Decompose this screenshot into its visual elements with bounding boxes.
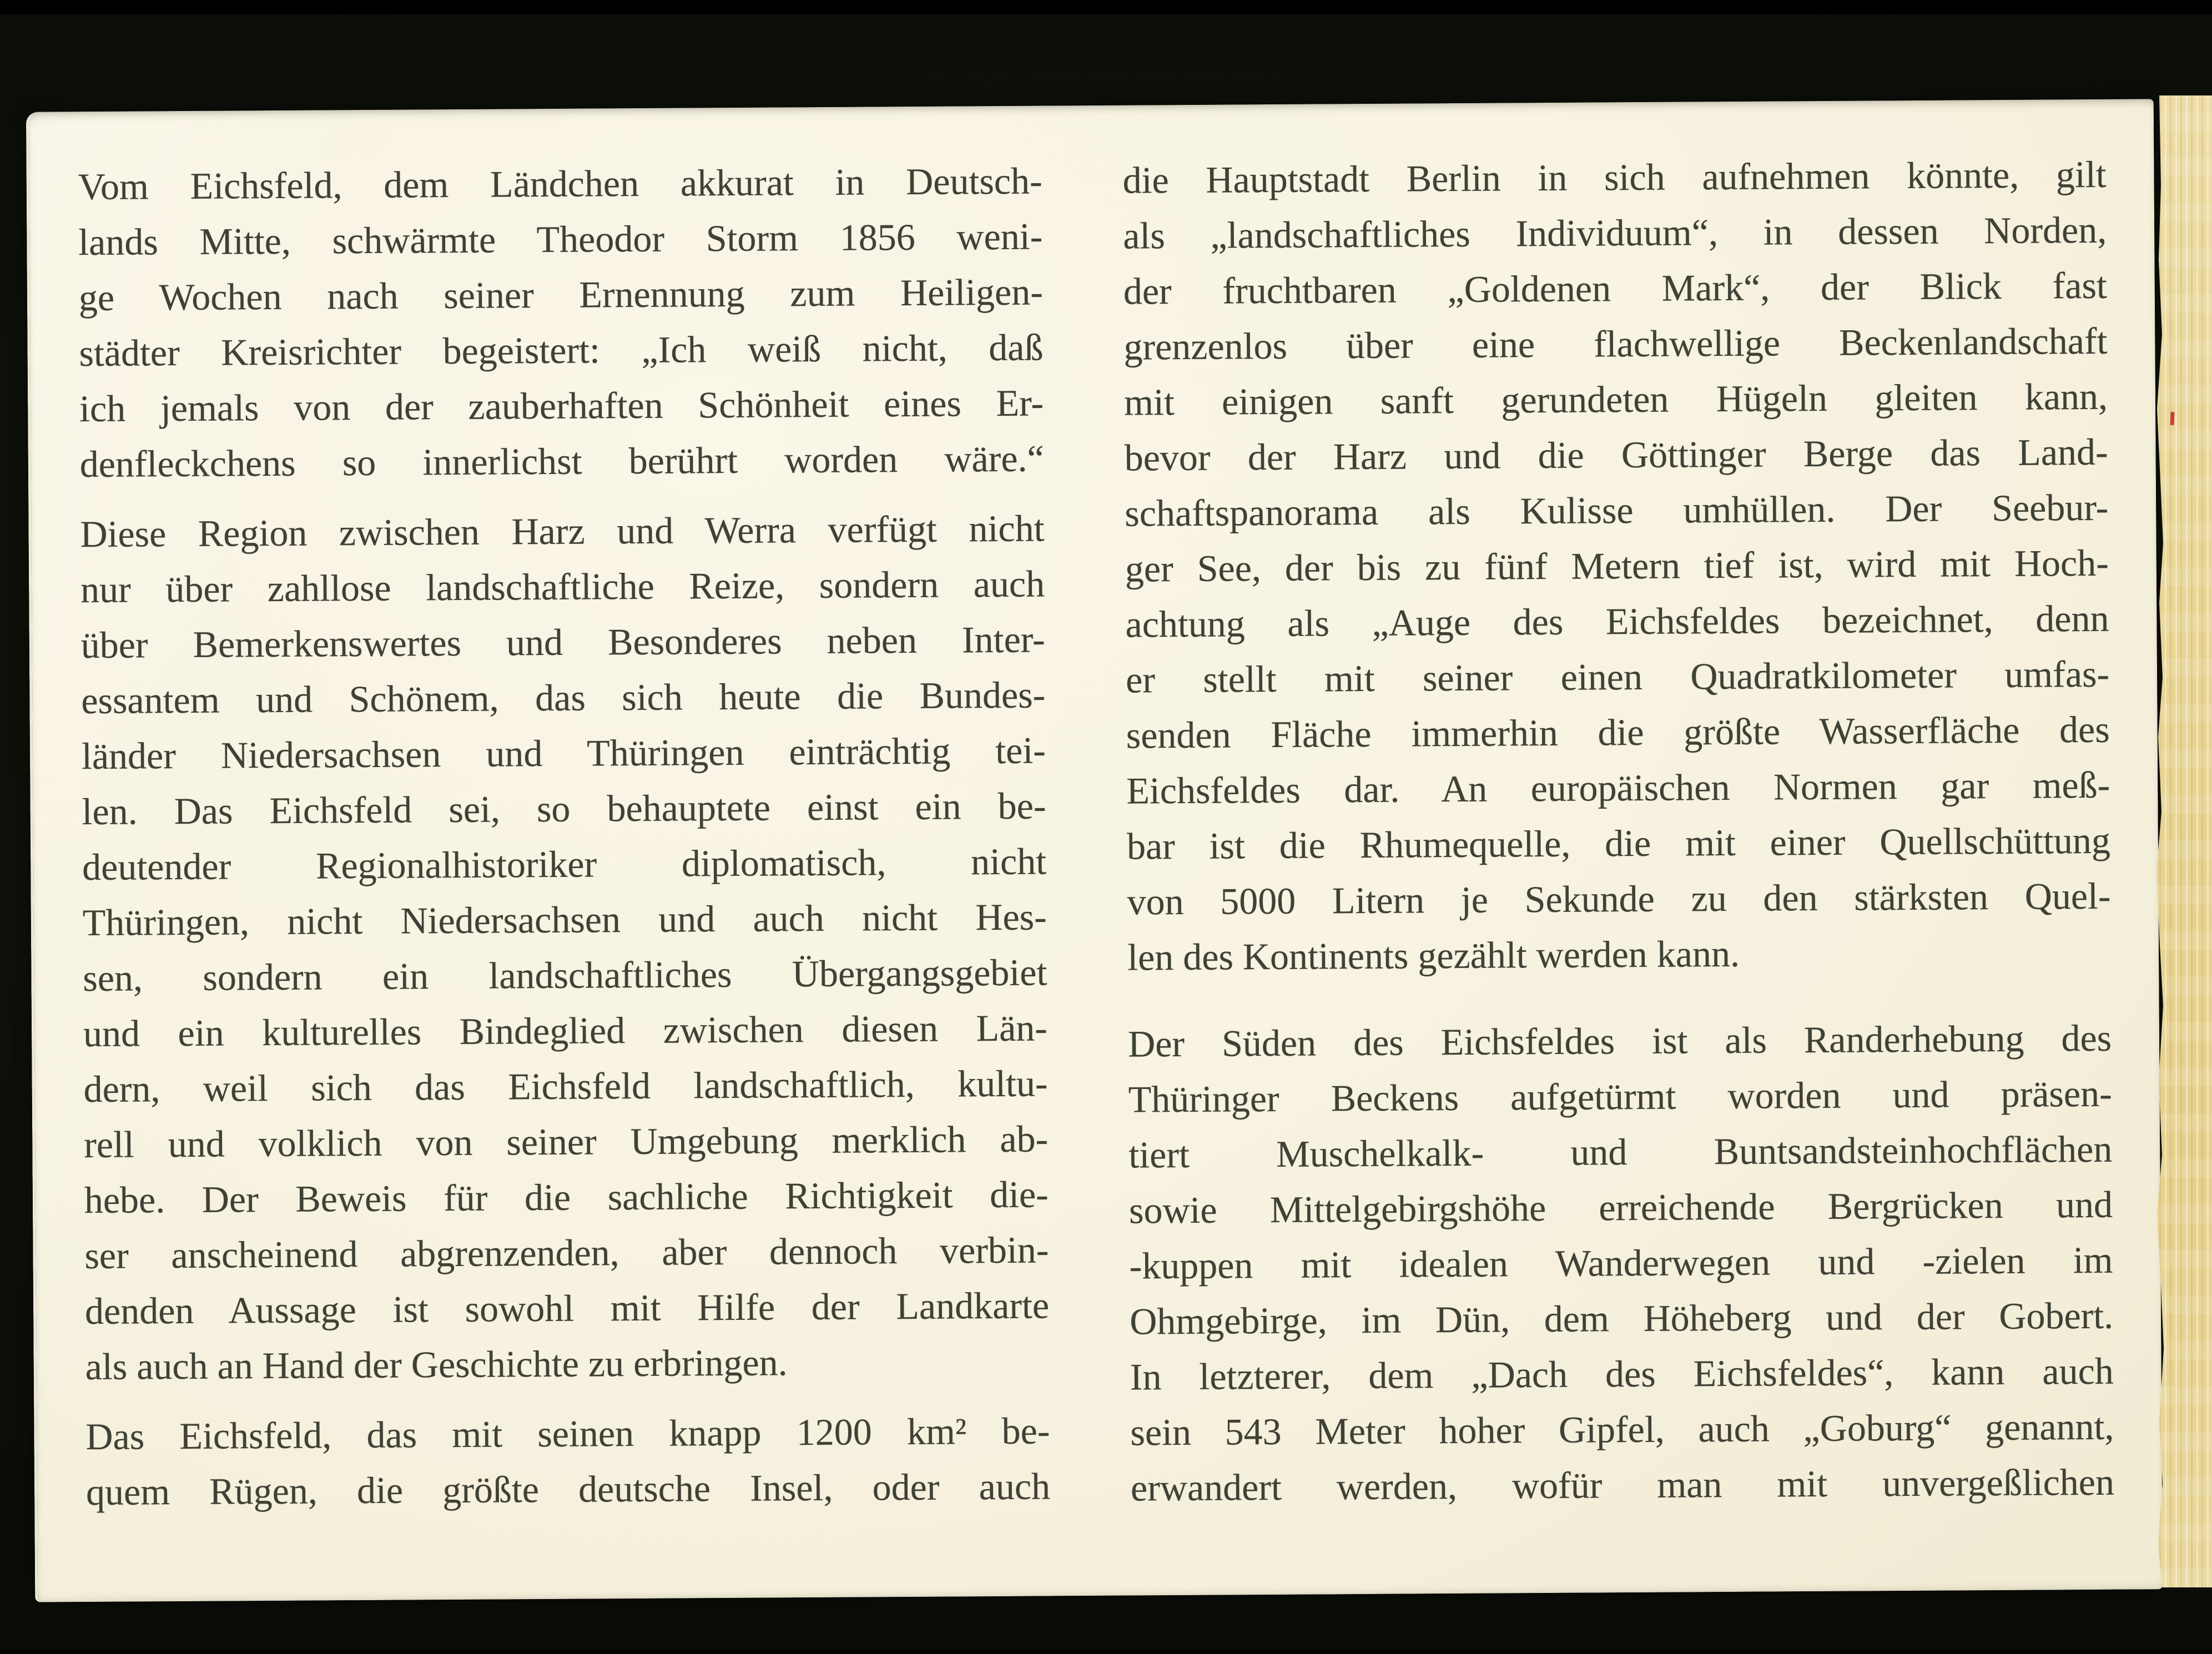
text-line: Vom Eichsfeld, dem Ländchen akkurat in Deutsch- xyxy=(78,159,1042,208)
text-line: essantem und Schönem, das sich heute die Bundes- xyxy=(81,673,1046,722)
text-line: bar ist die Rhumequelle, die mit einer Quellschüttung xyxy=(1126,819,2111,868)
paragraph xyxy=(1128,1010,2114,1516)
text-line: länder Niedersachsen und Thüringen einträchtig tei- xyxy=(81,729,1046,778)
text-line: erwandert werden, wofür man mit unvergeßlichen xyxy=(1130,1460,2115,1509)
text-line: die Hauptstadt Berlin in sich aufnehmen könnte, gilt xyxy=(1122,153,2107,201)
text-column-left xyxy=(78,153,1050,1520)
text-line: ge Wochen nach seiner Ernennung zum Heiligen- xyxy=(78,270,1044,319)
text-line: dern, weil sich das Eichsfeld landschaftlich, kultu- xyxy=(83,1062,1048,1111)
text-line: denfleckchens so innerlichst berührt worden wäre.“ xyxy=(79,437,1044,486)
paragraph xyxy=(80,501,1050,1395)
paragraph xyxy=(85,1403,1050,1520)
book-fore-edge-pages xyxy=(2154,95,2212,1587)
text-line: ger See, der bis zu fünf Metern tief ist, wird mit Hoch- xyxy=(1125,541,2109,590)
text-line: als „landschaftliches Individuum“, in dessen Norden, xyxy=(1123,208,2107,257)
book-page xyxy=(26,99,2163,1602)
text-line: quem Rügen, die größte deutsche Insel, oder auch xyxy=(85,1465,1051,1514)
text-line: Diese Region zwischen Harz und Werra verfügt nicht xyxy=(80,507,1045,556)
text-line: rell und volklich von seiner Umgebung merklich ab- xyxy=(83,1117,1049,1166)
text-line: denden Aussage ist sowohl mit Hilfe der Landkarte xyxy=(84,1284,1050,1333)
text-line: Thüringen, nicht Niedersachsen und auch nicht Hes- xyxy=(82,895,1047,944)
red-ink-fleck xyxy=(2170,412,2175,425)
text-line: sen, sondern ein landschaftliches Übergangsgebiet xyxy=(83,951,1047,1000)
text-line: hebe. Der Beweis für die sachliche Richtigkeit die- xyxy=(84,1173,1049,1222)
text-line: Der Süden des Eichsfeldes ist als Randerhebung des xyxy=(1127,1016,2112,1065)
text-line: Das Eichsfeld, das mit seinen knapp 1200 km² be- xyxy=(85,1409,1050,1458)
text-line: nur über zahllose landschaftliche Reize, sondern auch xyxy=(80,562,1045,611)
text-line: len. Das Eichsfeld sei, so behauptete einst ein be- xyxy=(82,784,1046,833)
text-line: über Bemerkenswertes und Besonderes neben Inter- xyxy=(80,618,1045,667)
text-line: ich jemals von der zauberhaften Schönheit eines Er- xyxy=(79,381,1044,430)
text-line: senden Fläche immerhin die größte Wasserfläche des xyxy=(1126,708,2110,757)
paragraph xyxy=(1122,147,2111,985)
text-line: achtung als „Auge des Eichsfeldes bezeichnet, denn xyxy=(1125,597,2109,646)
text-line: der fruchtbaren „Goldenen Mark“, der Blick fast xyxy=(1123,264,2108,312)
text-line: Ohmgebirge, im Dün, dem Höheberg und der Gobert. xyxy=(1129,1294,2114,1343)
text-line: städter Kreisrichter begeistert: „Ich weiß nicht, daß xyxy=(79,326,1044,375)
text-line: von 5000 Litern je Sekunde zu den stärksten Quel- xyxy=(1127,874,2111,923)
text-line: mit einigen sanft gerundeten Hügeln gleiten kann, xyxy=(1123,375,2108,423)
text-line: len des Kontinents gezählt werden kann. xyxy=(1127,932,1740,979)
text-line: tiert Muschelkalk- und Buntsandsteinhochflächen xyxy=(1128,1127,2113,1176)
text-line: In letzterer, dem „Dach des Eichsfeldes“, kann auch xyxy=(1130,1349,2114,1398)
text-line: und ein kulturelles Bindeglied zwischen diesen Län- xyxy=(83,1006,1048,1055)
text-line: deutender Regionalhistoriker diplomatisch, nicht xyxy=(82,840,1047,889)
text-line: sein 543 Meter hoher Gipfel, auch „Goburg“ genannt, xyxy=(1130,1405,2114,1454)
paragraph xyxy=(78,153,1044,492)
text-line: grenzenlos über eine flachwellige Beckenlandschaft xyxy=(1123,319,2108,368)
text-line: er stellt mit seiner einen Quadratkilometer umfas- xyxy=(1125,652,2110,701)
text-column-right xyxy=(1122,147,2114,1516)
text-line: schaftspanorama als Kulisse umhüllen. Der Seebur- xyxy=(1125,486,2109,534)
text-line: lands Mitte, schwärmte Theodor Storm 1856 weni- xyxy=(78,215,1043,264)
text-line: sowie Mittelgebirgshöhe erreichende Bergrücken und xyxy=(1128,1183,2113,1232)
text-line: Eichsfeldes dar. An europäischen Normen gar meß- xyxy=(1126,763,2110,812)
text-line: bevor der Harz und die Göttinger Berge das Land- xyxy=(1124,430,2108,479)
text-line: Thüringer Beckens aufgetürmt worden und präsen- xyxy=(1128,1072,2112,1121)
text-line: -kuppen mit idealen Wanderwegen und -zielen im xyxy=(1129,1238,2113,1287)
text-line: ser anscheinend abgrenzenden, aber dennoch verbin- xyxy=(84,1228,1049,1277)
text-line: als auch an Hand der Geschichte zu erbringen. xyxy=(85,1341,788,1388)
